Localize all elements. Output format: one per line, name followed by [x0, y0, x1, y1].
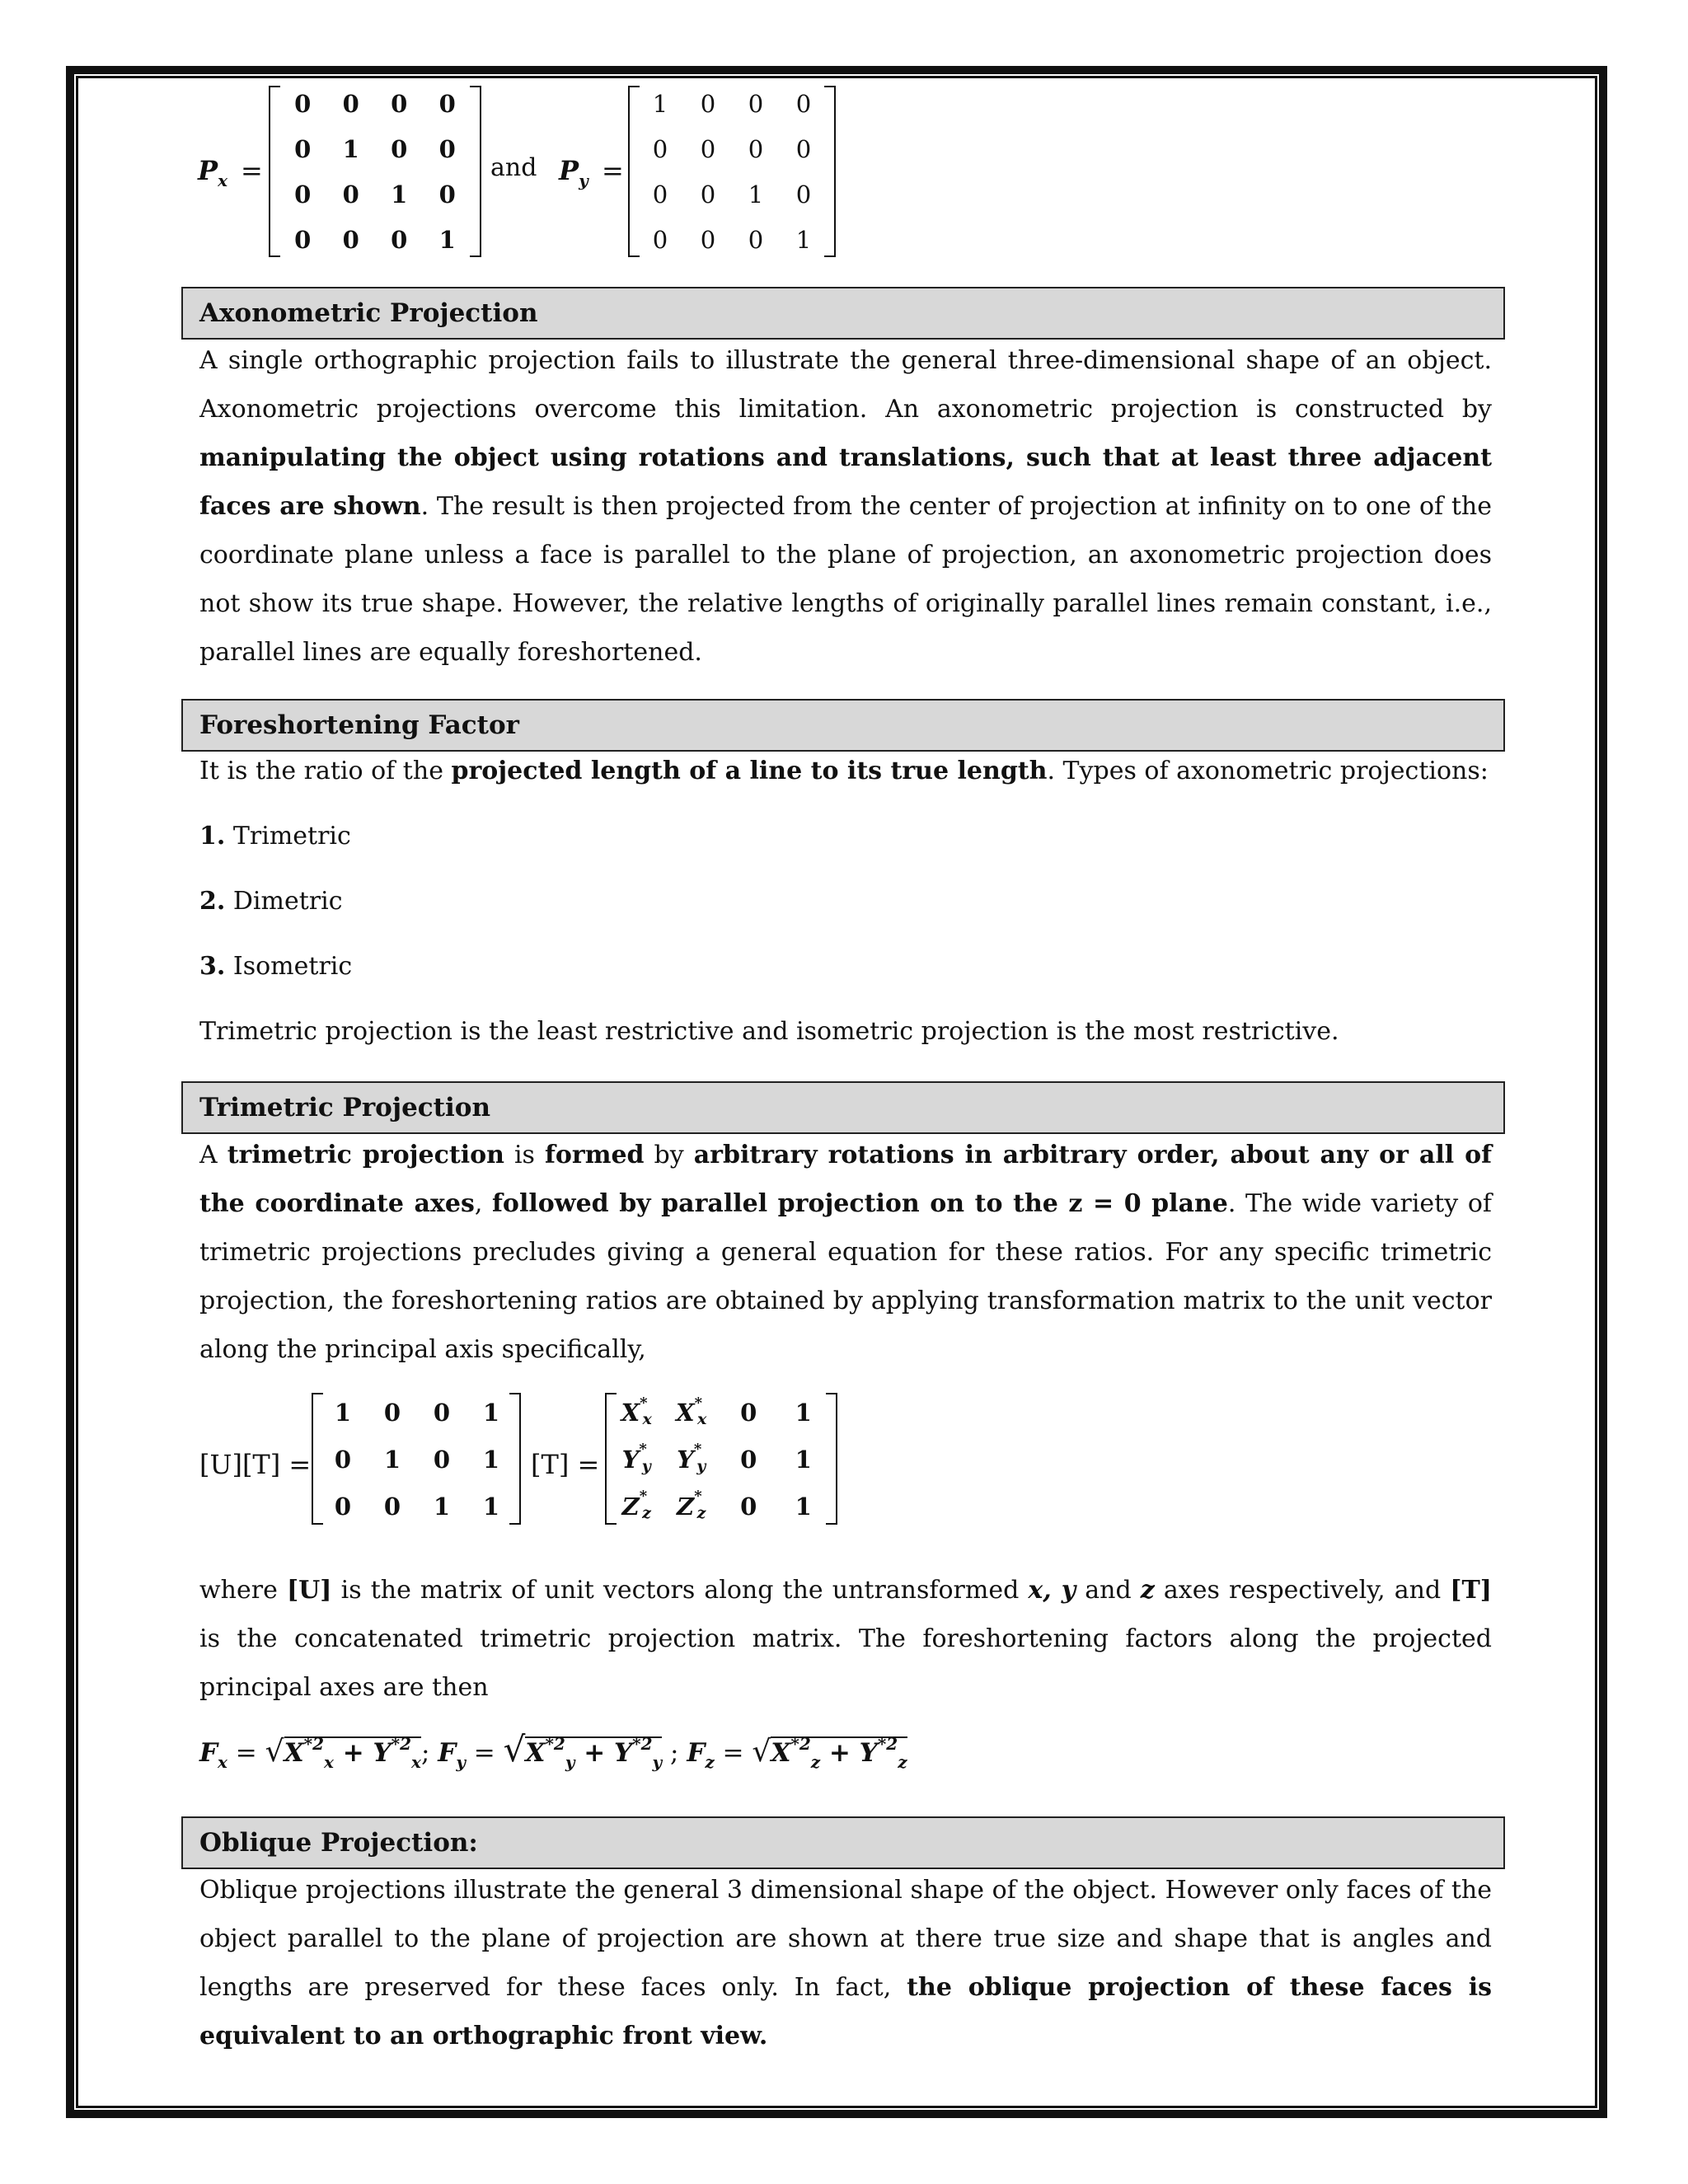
axonometric-heading: Axonometric Projection [181, 287, 1505, 340]
matrix-cell: 0 [748, 134, 764, 163]
matrix-cell: 0 [391, 134, 408, 163]
matrix-cell: 0 [748, 225, 764, 254]
matrix-cell: 0 [342, 225, 359, 254]
matrix-cell: 0 [334, 1492, 352, 1521]
matrix-cell: Y * y [677, 1441, 706, 1475]
matrix-cell: 1 [391, 180, 408, 209]
axonometric-paragraph: A single orthographic projection fails to illustrate the general three-dimensional shape of an object. Axonometric projections overcome this limitation. An axonometric projection is constructed by manipulating the object using rotations and translations, such that at least three adjacent faces are shown. The result is then projected from the center of projection at infinity on to one of the coordinate plane unless a face is parallel to the plane of projection, an axonometric projection does not show its true shape. However, the relative lengths of originally parallel lines remain constant, i.e., parallel lines are equally foreshortened. [199, 346, 1492, 667]
matrix-cell: Z * z [621, 1488, 651, 1522]
oblique-heading: Oblique Projection: [181, 1816, 1505, 1869]
matrix-cell: 0 [294, 225, 312, 254]
matrix-cell: 0 [433, 1399, 451, 1427]
matrix-cell: 0 [795, 180, 812, 209]
matrix-cell: 0 [294, 134, 312, 163]
px-label: $P_x$ [198, 155, 227, 190]
matrix-cell: 0 [652, 134, 668, 163]
py-label: $P_y$ [559, 155, 588, 190]
matrix-cell: 1 [482, 1445, 500, 1474]
matrix-cell: 0 [334, 1445, 352, 1474]
matrix-cell: 0 [391, 89, 408, 118]
matrix-cell: 0 [748, 89, 764, 118]
py-matrix [636, 81, 828, 262]
list-item: 1. Trimetric [199, 822, 351, 851]
matrix-cell: 0 [740, 1492, 757, 1521]
matrix-cell: 0 [294, 89, 312, 118]
matrix-cell: 0 [700, 89, 716, 118]
matrix-cell: 1 [482, 1492, 500, 1521]
matrix-cell: 0 [700, 225, 716, 254]
foreshortening-note: Trimetric projection is the least restrictive and isometric projection is the most restrictive. [199, 1017, 1339, 1046]
matrix-cell: 0 [700, 180, 716, 209]
trimetric-heading: Trimetric Projection [181, 1081, 1505, 1134]
matrix-cell: 1 [795, 1492, 812, 1521]
t-label: [T] = [531, 1449, 600, 1480]
matrix-cell: 0 [383, 1492, 401, 1521]
matrix-cell: 1 [383, 1445, 401, 1474]
matrix-cell: 0 [700, 134, 716, 163]
matrix-cell: 0 [652, 180, 668, 209]
matrix-cell: 0 [740, 1399, 757, 1427]
foreshortening-formulas: $F_x = √X^{*2}_x + Y^{*2}_x$; $F_y = √X^{*2}_y + Y^{*2}_y$ ; $F_z = √X^{*2}_z + Y^{*2}_z$ [199, 1729, 907, 1772]
matrix-cell: 1 [438, 225, 456, 254]
and-text: and [490, 153, 537, 182]
matrix-cell: 0 [342, 180, 359, 209]
matrix-cell: 0 [294, 180, 312, 209]
matrix-cell: 0 [391, 225, 408, 254]
matrix-cell: 0 [438, 89, 456, 118]
oblique-paragraph: Oblique projections illustrate the general 3 dimensional shape of the object. However only faces of the object parallel to the plane of projection are shown at there true size and shape that is angles and lengths are preserved for these faces only. In fact, the oblique projection of these faces is equivalent to an orthographic front view. [199, 1876, 1493, 2050]
px-matrix [279, 81, 471, 262]
matrix-cell: 0 [438, 134, 456, 163]
matrix-cell: 1 [334, 1399, 352, 1427]
list-item: 3. Isometric [199, 952, 353, 981]
matrix-cell: Z * z [677, 1488, 706, 1522]
matrix-cell: X * x [676, 1394, 707, 1429]
trimetric-paragraph: A trimetric projection is formed by arbitrary rotations in arbitrary order, about any or all of the coordinate axes, followed by parallel projection on to the z = 0 plane. The wide variety of trimetric projections precludes giving a general equation for these ratios. For any specific trimetric projection, the foreshortening ratios are obtained by applying transformation matrix to the unit vector along the principal axis specifically, [199, 1141, 1492, 1364]
matrix-cell: Y * y [621, 1441, 651, 1475]
matrix-cell: 1 [795, 225, 812, 254]
foreshortening-intro: It is the ratio of the projected length of a line to its true length. Types of axonometric projections: [199, 757, 1489, 785]
list-item: 2. Dimetric [199, 887, 343, 916]
matrix-cell: 1 [482, 1399, 500, 1427]
matrix-cell: 1 [652, 89, 668, 118]
matrix-cell: 1 [748, 180, 764, 209]
ut-label: [U][T] = [199, 1449, 312, 1480]
matrix-cell: 1 [433, 1492, 451, 1521]
matrix-cell: 0 [795, 134, 812, 163]
t-matrix [612, 1390, 831, 1530]
matrix-cell: 1 [795, 1399, 812, 1427]
matrix-cell: 0 [795, 89, 812, 118]
matrix-cell: 0 [383, 1399, 401, 1427]
matrix-cell: 0 [740, 1445, 757, 1474]
py-equals: = [602, 155, 624, 186]
matrix-cell: 0 [433, 1445, 451, 1474]
px-equals: = [241, 155, 263, 186]
where-paragraph: where [U] is the matrix of unit vectors along the untransformed x, y and z axes respectively, and [T] is the concatenated trimetric projection matrix. The foreshortening factors along the projected principal axes are then [199, 1576, 1492, 1702]
matrix-cell: 0 [438, 180, 456, 209]
matrix-cell: X * x [621, 1394, 652, 1429]
foreshortening-heading: Foreshortening Factor [181, 699, 1505, 752]
matrix-cell: 0 [342, 89, 359, 118]
matrix-cell: 1 [342, 134, 359, 163]
px-bracket-right [470, 86, 481, 257]
matrix-cell: 0 [652, 225, 668, 254]
matrix-cell: 1 [795, 1445, 812, 1474]
ut-matrix [318, 1390, 516, 1530]
